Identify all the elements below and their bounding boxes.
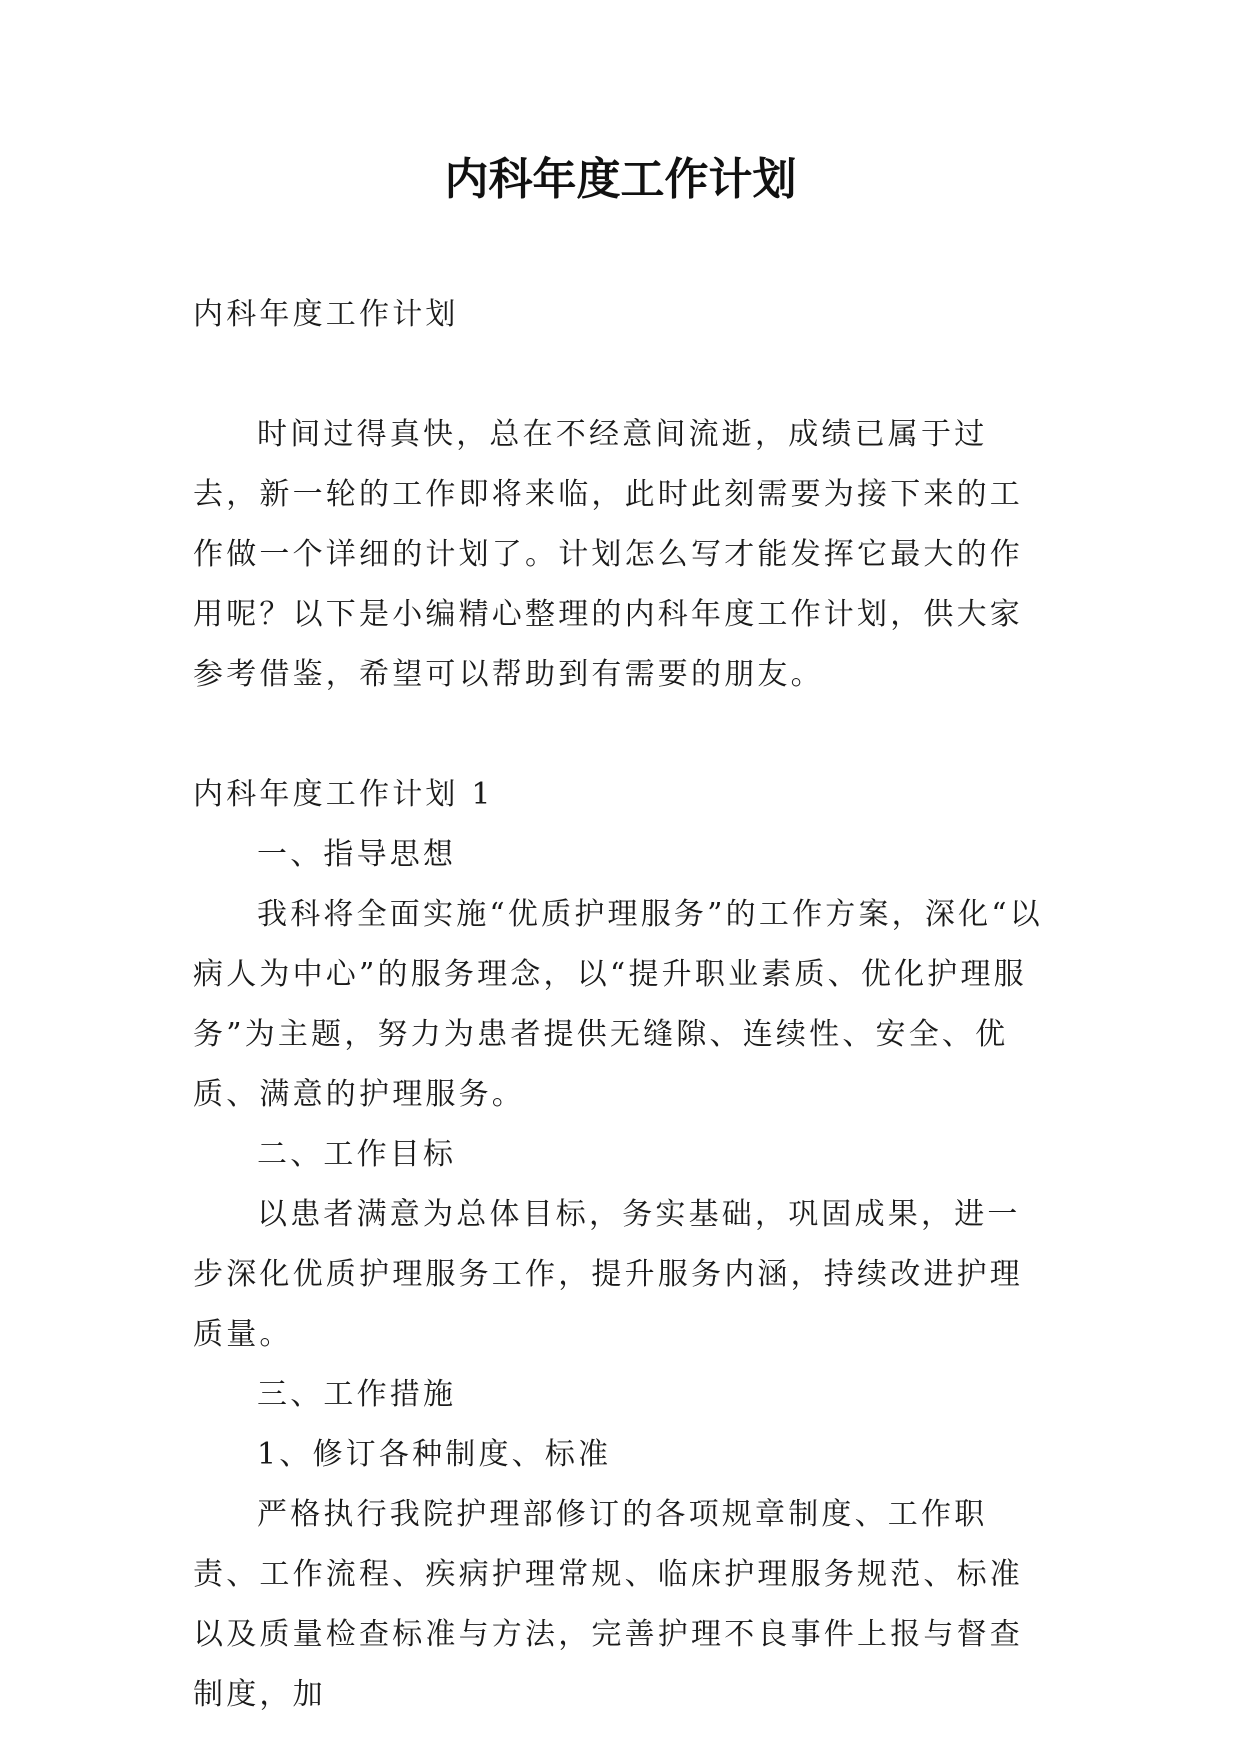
document-title: 内科年度工作计划 <box>444 154 797 205</box>
document-subtitle: 内科年度工作计划 <box>193 297 459 332</box>
subheading-revise-rules: 1、修订各种制度、标准 <box>257 1437 612 1472</box>
section-title: 内科年度工作计划 1 <box>193 777 494 812</box>
paragraph-guiding-ideology: 我科将全面实施“优质护理服务”的工作方案，深化“以病人为中心”的服务理念，以“提升职业素质、优化护理服务”为主题，努力为患者提供无缝隙、连续性、安全、优质、满意的护理服务。 <box>193 897 1044 1112</box>
heading-work-goals: 二、工作目标 <box>257 1137 457 1172</box>
heading-work-measures: 三、工作措施 <box>257 1377 457 1412</box>
document-body <box>193 285 1053 1725</box>
paragraph-work-goals: 以患者满意为总体目标，务实基础，巩固成果，进一步深化优质护理服务工作，提升服务内涵，持续改进护理质量。 <box>193 1197 1023 1352</box>
intro-paragraph: 时间过得真快，总在不经意间流逝，成绩已属于过去，新一轮的工作即将来临，此时此刻需要为接下来的工作做一个详细的计划了。计划怎么写才能发挥它最大的作用呢？以下是小编精心整理的内科年度工作计划，供大家参考借鉴，希望可以帮助到有需要的朋友。 <box>193 417 1023 692</box>
heading-guiding-ideology: 一、指导思想 <box>257 837 457 872</box>
paragraph-revise-rules: 严格执行我院护理部修订的各项规章制度、工作职责、工作流程、疾病护理常规、临床护理服务规范、标准以及质量检查标准与方法，完善护理不良事件上报与督查制度，加 <box>193 1497 1023 1712</box>
